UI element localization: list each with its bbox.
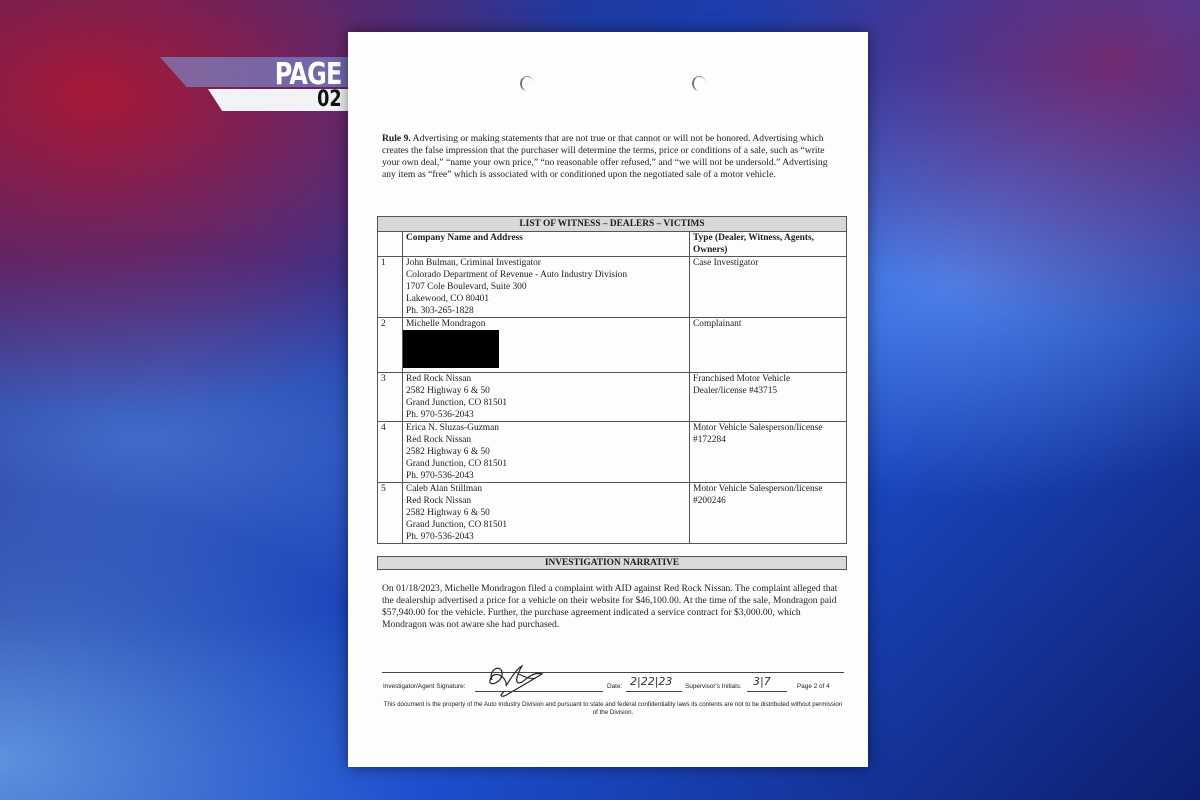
page-number: Page 2 of 4	[797, 683, 830, 690]
row-number: 2	[378, 318, 403, 373]
table-row	[378, 257, 847, 318]
initials-value: 3|7	[753, 675, 771, 688]
row-line: John Bulman, Criminal Investigator	[406, 258, 541, 268]
row-line: Erica N. Sluzas-Guzman	[406, 423, 499, 433]
row-line: Grand Junction, CO 81501	[406, 520, 508, 530]
row-line: Red Rock Nissan	[406, 374, 472, 384]
col-company-header: Company Name and Address	[403, 232, 690, 257]
row-line: Red Rock Nissan	[406, 496, 472, 506]
signature-label: Investigator/Agent Signature:	[383, 683, 466, 690]
witness-table	[377, 216, 847, 544]
row-company	[403, 318, 690, 373]
row-line: Colorado Department of Revenue - Auto Industry Division	[406, 270, 628, 280]
rule9-label: Rule 9.	[382, 133, 411, 144]
row-type: Franchised Motor Vehicle Dealer/license #43715	[690, 373, 847, 422]
witness-table-title: LIST OF WITNESS – DEALERS – VICTIMS	[378, 217, 847, 232]
row-company	[403, 422, 690, 483]
row-company	[403, 373, 690, 422]
row-line: Grand Junction, CO 81501	[406, 459, 508, 469]
row-line: Red Rock Nissan	[406, 435, 472, 445]
punch-hole	[520, 76, 534, 91]
row-line: 2582 Highway 6 & 50	[406, 447, 490, 457]
row-type: Motor Vehicle Salesperson/license #200246	[690, 483, 847, 544]
confidentiality-note: This document is the property of the Auto Industry Division and pursuant to state and federal confidentiality laws its contents are not to be distributed without permission of the Division.	[383, 701, 843, 716]
row-number: 3	[378, 373, 403, 422]
page-badge	[160, 57, 350, 113]
row-number: 1	[378, 257, 403, 318]
row-line: 2582 Highway 6 & 50	[406, 386, 490, 396]
table-row	[378, 422, 847, 483]
row-company	[403, 257, 690, 318]
row-number: 5	[378, 483, 403, 544]
rule9-text: Advertising or making statements that are not true or that cannot or will not be honored. Advertising which creates the false impression that the purchaser will determine the terms, price or conditions of a sale, such as “write your own deal,” “name your own price,” “no reasonable offer refused,” and “we will not be undersold.” Advertising any item as “free” which is associated with or conditioned upon the negotiated sale of a motor vehicle.	[382, 133, 828, 180]
row-type: Motor Vehicle Salesperson/license #172284	[690, 422, 847, 483]
table-row	[378, 373, 847, 422]
row-line: Michelle Mondragon	[406, 319, 486, 329]
row-line: Grand Junction, CO 81501	[406, 398, 508, 408]
narrative-title: INVESTIGATION NARRATIVE	[377, 556, 847, 570]
row-number: 4	[378, 422, 403, 483]
row-line: 1707 Cole Boulevard, Suite 300	[406, 282, 527, 292]
signature-divider	[382, 672, 844, 673]
badge-page-word: PAGE	[275, 57, 342, 92]
table-row	[378, 483, 847, 544]
initials-label: Supervisor's Initials:	[685, 683, 742, 690]
row-line: Lakewood, CO 80401	[406, 294, 490, 304]
investigator-signature	[478, 658, 568, 700]
initials-underline	[747, 691, 787, 692]
date-value: 2|22|23	[630, 675, 673, 688]
punch-hole	[692, 76, 706, 91]
table-row	[378, 318, 847, 373]
row-line: Ph. 970-536-2043	[406, 410, 474, 420]
row-line: Ph. 970-536-2043	[406, 471, 474, 481]
row-type: Case Investigator	[690, 257, 847, 318]
narrative-text: On 01/18/2023, Michelle Mondragon filed a complaint with AID against Red Rock Nissan. The complaint alleged that the dealership advertised a price for a vehicle on their website for $46,100.00. At the time of the sale, Mondragon paid $57,940.00 for the vehicle. Further, the purchase agreement indicated a service contract for $3,000.00, which Mondragon was not aware she had purchased.	[382, 583, 838, 630]
row-line: Ph. 970-536-2043	[406, 532, 474, 542]
col-number-header	[378, 232, 403, 257]
row-line: 2582 Highway 6 & 50	[406, 508, 490, 518]
redaction-block	[403, 330, 499, 368]
row-company	[403, 483, 690, 544]
signature-underline	[475, 691, 603, 692]
col-type-header: Type (Dealer, Witness, Agents, Owners)	[690, 232, 847, 257]
document-page	[348, 32, 868, 767]
badge-page-number: 02	[317, 87, 342, 112]
date-underline	[626, 691, 682, 692]
rule9-paragraph	[382, 133, 842, 181]
row-line: Ph. 303-265-1828	[406, 306, 474, 316]
row-type: Complainant	[690, 318, 847, 373]
date-label: Date:	[607, 683, 623, 690]
row-line: Caleb Alan Stillman	[406, 484, 483, 494]
